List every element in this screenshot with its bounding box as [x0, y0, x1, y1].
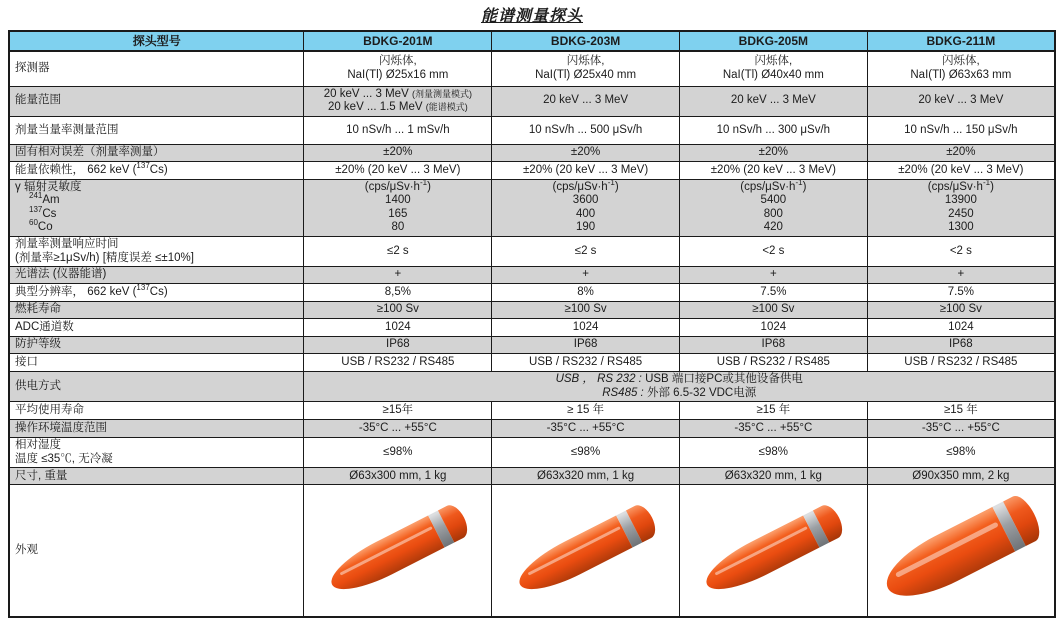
spec-cell: ≤98%	[867, 438, 1055, 468]
spec-cell: ±20%	[679, 144, 867, 161]
spec-cell: Ø63x320 mm, 1 kg	[679, 468, 867, 485]
spec-cell: ≥15年	[304, 402, 492, 420]
row-label-adc-channels: ADC通道数	[9, 319, 304, 337]
spec-cell: ±20%	[492, 144, 680, 161]
spec-cell: +	[679, 267, 867, 284]
row-label-burnup-life: 燃耗寿命	[9, 302, 304, 319]
row-label-relative-humidity: 相对湿度 温度 ≤35℃, 无冷凝	[9, 438, 304, 468]
spec-cell: 闪烁体, NaI(Tl) Ø25x40 mm	[492, 51, 680, 86]
spec-cell: 10 nSv/h ... 500 μSv/h	[492, 116, 680, 144]
probe-body	[324, 515, 445, 600]
probe-image-bdkg-205m	[699, 501, 847, 600]
table-row	[9, 161, 1055, 179]
spec-cell: 7.5%	[867, 284, 1055, 302]
probe-image-bdkg-201m	[324, 501, 472, 600]
spec-cell: IP68	[304, 337, 492, 354]
page-title: 能谱测量探头	[480, 8, 583, 25]
table-row	[9, 438, 1055, 468]
spec-cell: +	[304, 267, 492, 284]
spec-cell: <2 s	[679, 237, 867, 267]
spec-cell: IP68	[867, 337, 1055, 354]
spec-cell: ≤98%	[492, 438, 680, 468]
probe-image-bdkg-203m	[511, 501, 659, 600]
spec-cell: USB / RS232 / RS485	[679, 354, 867, 372]
header-model-bdkg-205m: BDKG-205M	[679, 31, 867, 51]
row-label-intrinsic-error: 固有相对误差（剂量率测量）	[9, 144, 304, 161]
row-label-response-time: 剂量率测量响应时间 (剂量率≥1μSv/h) [精度误差 ≤±10%]	[9, 237, 304, 267]
spec-cell: 闪烁体, NaI(Tl) Ø25x16 mm	[304, 51, 492, 86]
row-label-operating-temperature: 操作环境温度范围	[9, 420, 304, 438]
spec-cell: -35°C ... +55°C	[492, 420, 680, 438]
spec-cell	[492, 485, 680, 617]
spec-cell	[304, 485, 492, 617]
row-label-average-lifetime: 平均使用寿命	[9, 402, 304, 420]
spec-cell: 10 nSv/h ... 300 μSv/h	[679, 116, 867, 144]
spec-cell: ≥100 Sv	[304, 302, 492, 319]
spec-cell: 1024	[679, 319, 867, 337]
spec-cell: IP68	[679, 337, 867, 354]
table-row	[9, 420, 1055, 438]
spec-cell: -35°C ... +55°C	[679, 420, 867, 438]
table-row	[9, 302, 1055, 319]
spec-cell: 8%	[492, 284, 680, 302]
spec-cell: 8,5%	[304, 284, 492, 302]
table-row	[9, 179, 1055, 236]
spec-cell: ≤98%	[679, 438, 867, 468]
spec-cell: $(cps/\mu Sv\cdot h^{-1})$ 13900 2450 1300	[867, 179, 1055, 236]
spec-cell: ≥15 年	[679, 402, 867, 420]
spec-cell: +	[492, 267, 680, 284]
probe-image-bdkg-211m	[876, 491, 1045, 610]
row-label-protection-rating: 防护等级	[9, 337, 304, 354]
spec-cell: Ø90x350 mm, 2 kg	[867, 468, 1055, 485]
spec-cell	[867, 485, 1055, 617]
spec-cell: ≥15 年	[867, 402, 1055, 420]
table-row	[9, 51, 1055, 86]
spec-cell: ≥100 Sv	[679, 302, 867, 319]
table-row	[9, 237, 1055, 267]
spec-cell: $(cps/\mu Sv\cdot h^{-1})$ 5400 800 420	[679, 179, 867, 236]
header-model-bdkg-203m: BDKG-203M	[492, 31, 680, 51]
header-model-bdkg-201m: BDKG-201M	[304, 31, 492, 51]
header-row	[9, 31, 1055, 51]
table-row	[9, 144, 1055, 161]
spec-cell-power-merged: USB ， RS 232 : USB 端口接PC或其他设备供电 RS485 : 外部 6.5-32 VDC电源	[304, 372, 1055, 402]
table-row	[9, 319, 1055, 337]
spec-cell: -35°C ... +55°C	[304, 420, 492, 438]
probe-body	[511, 515, 632, 600]
spec-cell: ±20% (20 keV ... 3 MeV)	[492, 161, 680, 179]
spec-cell: ≥ 15 年	[492, 402, 680, 420]
probe-body	[876, 507, 1014, 610]
spec-table	[8, 30, 1056, 618]
spec-cell: 闪烁体, NaI(Tl) Ø40x40 mm	[679, 51, 867, 86]
spec-cell: $(cps/\mu Sv\cdot h^{-1})$ 1400 165 80	[304, 179, 492, 236]
spec-cell: ±20% (20 keV ... 3 MeV)	[867, 161, 1055, 179]
table-row	[9, 116, 1055, 144]
spec-cell: USB / RS232 / RS485	[304, 354, 492, 372]
table-row	[9, 337, 1055, 354]
spec-cell: USB / RS232 / RS485	[492, 354, 680, 372]
spec-cell: ±20% (20 keV ... 3 MeV)	[679, 161, 867, 179]
spec-cell: 20 keV ... 3 MeV	[679, 86, 867, 116]
spec-cell: Ø63x320 mm, 1 kg	[492, 468, 680, 485]
row-label-energy-dependence: 能量依赖性， 662 keV ($^{137}$Cs)	[9, 161, 304, 179]
spec-cell: ≥100 Sv	[867, 302, 1055, 319]
spec-cell: ±20%	[304, 144, 492, 161]
table-row	[9, 485, 1055, 617]
table-row	[9, 267, 1055, 284]
spec-cell: 1024	[492, 319, 680, 337]
table-row	[9, 372, 1055, 402]
spec-cell: 1024	[867, 319, 1055, 337]
table-row	[9, 284, 1055, 302]
spec-cell: <2 s	[867, 237, 1055, 267]
spec-cell: +	[867, 267, 1055, 284]
spec-cell: 1024	[304, 319, 492, 337]
row-label-power-supply: 供电方式	[9, 372, 304, 402]
spec-cell: USB / RS232 / RS485	[867, 354, 1055, 372]
header-model-bdkg-211m: BDKG-211M	[867, 31, 1055, 51]
spec-cell: 20 keV ... 3 MeV	[492, 86, 680, 116]
row-label-detector: 探测器	[9, 51, 304, 86]
spec-cell: ≥100 Sv	[492, 302, 680, 319]
spec-cell: 7.5%	[679, 284, 867, 302]
row-label-spectrometry: 光谱法 (仪器能谱)	[9, 267, 304, 284]
table-row	[9, 402, 1055, 420]
table-row	[9, 354, 1055, 372]
spec-cell: IP68	[492, 337, 680, 354]
spec-cell: ≤98%	[304, 438, 492, 468]
spec-cell	[679, 485, 867, 617]
row-label-dimensions-weight: 尺寸, 重量	[9, 468, 304, 485]
table-row	[9, 86, 1055, 116]
row-label-energy-range: 能量范围	[9, 86, 304, 116]
spec-cell: ≤2 s	[492, 237, 680, 267]
row-label-resolution: 典型分辨率， 662 keV ($^{137}$Cs)	[9, 284, 304, 302]
spec-cell: 20 keV ... 3 MeV	[867, 86, 1055, 116]
row-label-gamma-sensitivity: γ 辐射灵敏度 $^{241}$Am $^{137}$Cs $^{60}$Co	[9, 179, 304, 236]
spec-cell: 10 nSv/h ... 150 μSv/h	[867, 116, 1055, 144]
spec-cell: ±20% (20 keV ... 3 MeV)	[304, 161, 492, 179]
spec-cell: Ø63x300 mm, 1 kg	[304, 468, 492, 485]
row-label-appearance: 外观	[9, 485, 304, 617]
spec-cell: 20 keV ... 3 MeV (剂量测量模式) 20 keV ... 1.5 MeV (能谱模式)	[304, 86, 492, 116]
spec-cell: -35°C ... +55°C	[867, 420, 1055, 438]
row-label-dose-rate-range: 剂量当量率测量范围	[9, 116, 304, 144]
spec-cell: ±20%	[867, 144, 1055, 161]
probe-body	[699, 515, 820, 600]
spec-cell: ≤2 s	[304, 237, 492, 267]
row-label-interface: 接口	[9, 354, 304, 372]
spec-cell: 闪烁体, NaI(Tl) Ø63x63 mm	[867, 51, 1055, 86]
table-row	[9, 468, 1055, 485]
spec-cell: $(cps/\mu Sv\cdot h^{-1})$ 3600 400 190	[492, 179, 680, 236]
spec-cell: 10 nSv/h ... 1 mSv/h	[304, 116, 492, 144]
header-label: 探头型号	[9, 31, 304, 51]
